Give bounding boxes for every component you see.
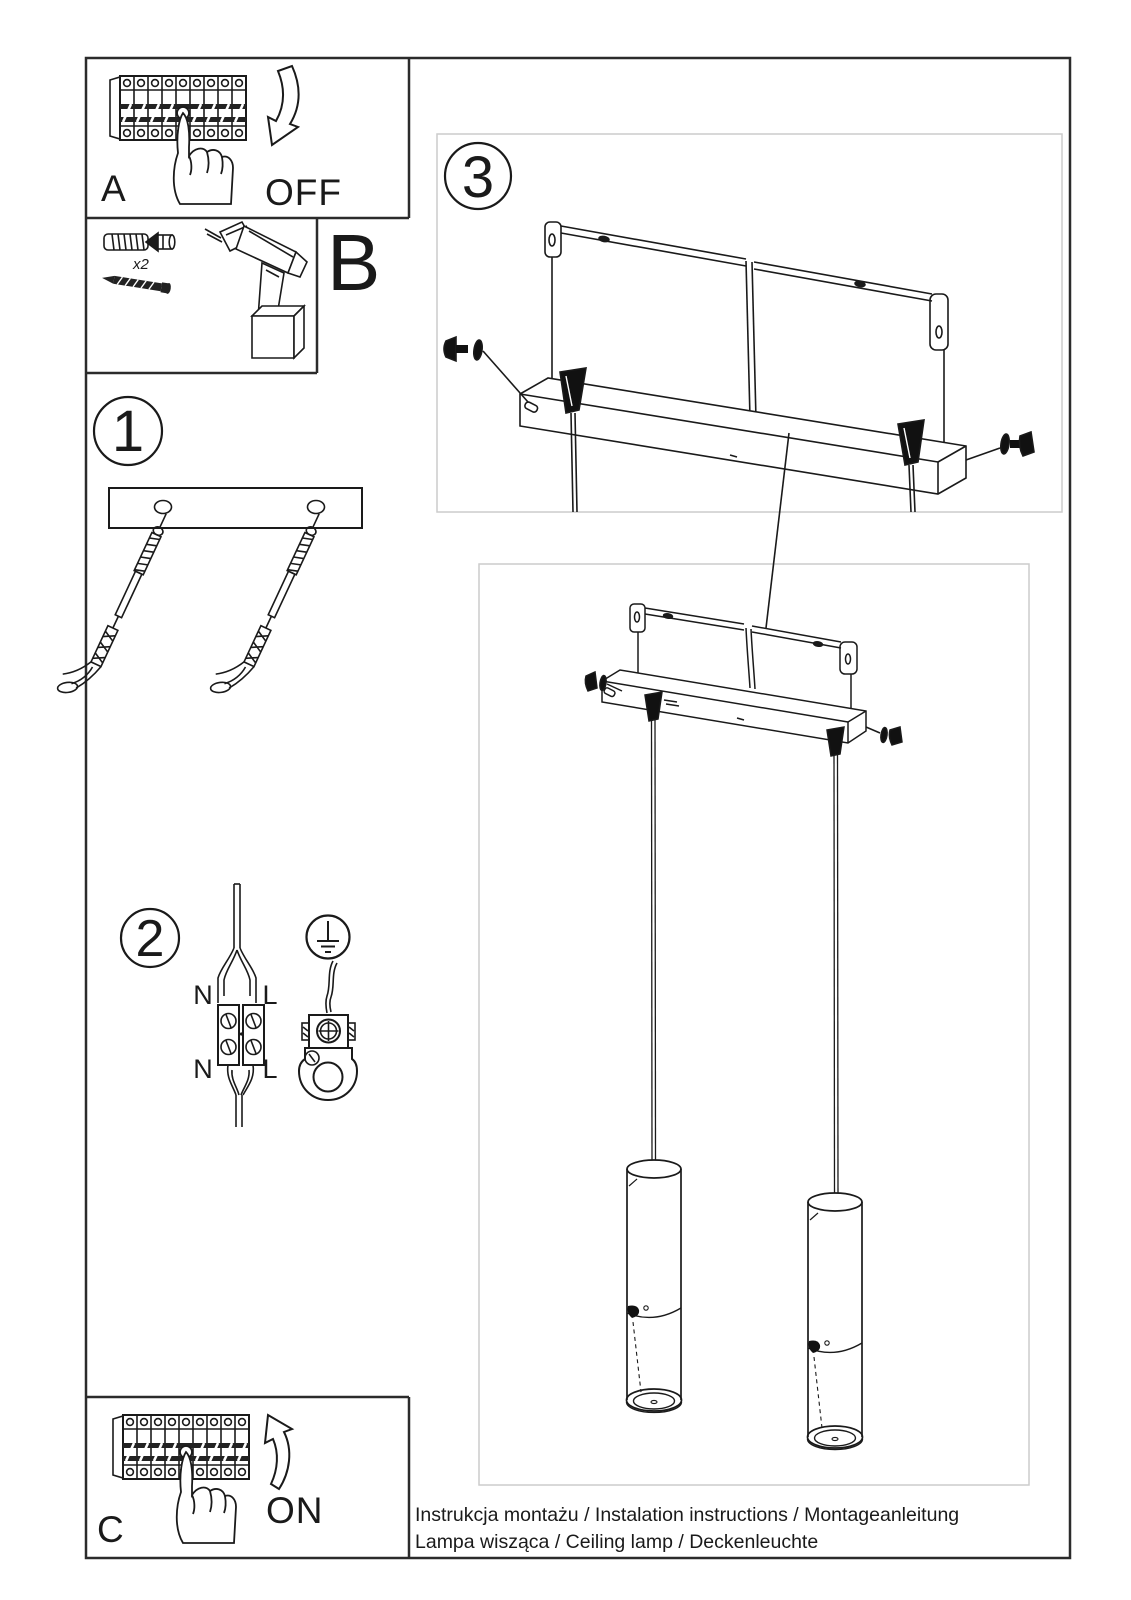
footer-product-line: Lampa wisząca / Ceiling lamp / Deckenleuchte xyxy=(415,1531,819,1553)
plate-hole-left xyxy=(155,501,172,514)
on-label: ON xyxy=(266,1490,324,1531)
wall-plug-icon xyxy=(104,233,175,251)
drill-icon xyxy=(205,222,307,358)
panel-a-label: A xyxy=(101,168,126,209)
screw-anchor-right xyxy=(206,502,324,705)
panel-c-label: C xyxy=(97,1509,124,1550)
earth-clamp xyxy=(299,961,357,1100)
canopy-box xyxy=(520,378,966,494)
earth-symbol-icon xyxy=(307,916,350,959)
neutral-label-top: N xyxy=(193,980,213,1010)
step2-number: 2 xyxy=(135,910,165,968)
screw-icon xyxy=(101,272,171,294)
screw-anchor-left xyxy=(53,502,171,705)
outer-frame xyxy=(86,58,1070,1558)
step1-illustration xyxy=(53,397,362,705)
panel-b-label: B xyxy=(327,218,381,307)
cable-terminal-block xyxy=(218,884,264,1127)
pendant-lamp-right xyxy=(808,1193,863,1450)
step1-number: 1 xyxy=(111,399,145,464)
plate-hole-right xyxy=(308,501,325,514)
lamp-assembly-illustration xyxy=(585,604,902,1450)
neutral-label-bottom: N xyxy=(193,1054,213,1084)
footer-title-line: Instrukcja montażu / Instalation instructions / Montageanleitung xyxy=(415,1504,960,1526)
canopy-small xyxy=(602,670,866,743)
step3-number: 3 xyxy=(461,145,495,210)
off-label: OFF xyxy=(265,172,342,213)
quantity-label: x2 xyxy=(133,256,149,273)
pendant-lamp-left xyxy=(627,1160,682,1412)
panel-b-illustration xyxy=(101,222,307,358)
pendant-cables xyxy=(652,720,839,1193)
live-label-bottom: L xyxy=(262,1054,278,1084)
arrow-down-icon xyxy=(268,66,299,145)
step3-illustration xyxy=(444,143,1034,512)
figure-frames xyxy=(437,134,1062,1485)
arrow-up-icon xyxy=(265,1415,292,1489)
live-label-top: L xyxy=(262,980,278,1010)
